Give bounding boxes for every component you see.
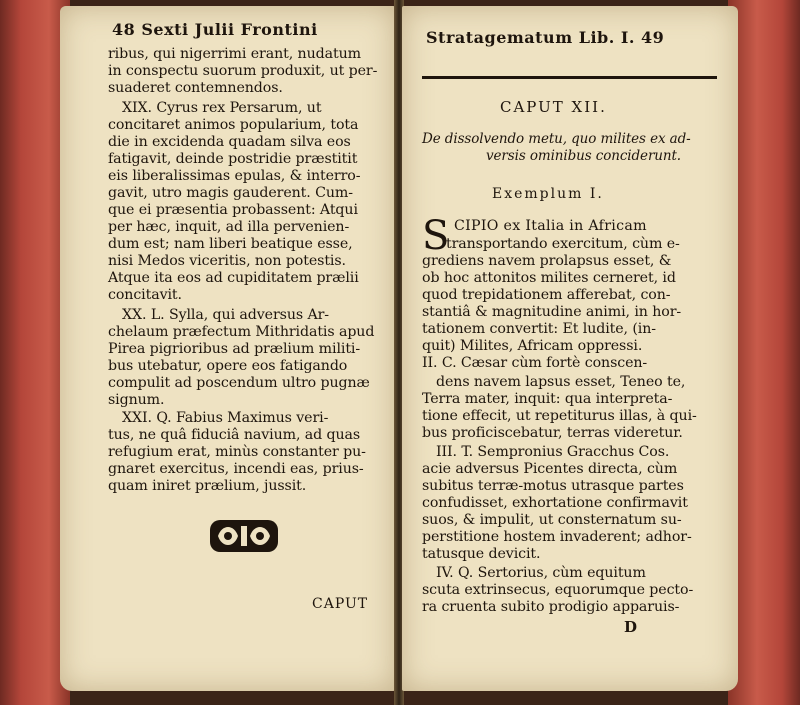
text-line: quit) Milites, Africam oppressi. (422, 338, 643, 354)
text-line: tationem convertit: Et ludite, (in- (422, 321, 656, 337)
catchword: CAPUT (312, 596, 369, 612)
text-line: stantiâ & magnitudine animi, in hor- (422, 304, 682, 320)
text-line: grediens navem prolapsus esset, & (422, 253, 672, 269)
chapter-subtitle-line: De dissolvendo metu, quo milites ex ad- (422, 131, 691, 147)
text-line: nisi Medos viceritis, non potestis. (108, 253, 346, 269)
text-line: subitus terræ-motus utrasque partes (422, 478, 684, 494)
chapter-heading: CAPUT XII. (500, 98, 607, 116)
text-line: Terra mater, inquit: qua interpreta- (422, 391, 673, 407)
text-line: fatigavit, deinde postridie præstitit (108, 151, 358, 167)
text-line: quam iniret prælium, jussit. (108, 478, 307, 494)
text-line: dum est; nam liberi beatique esse, (108, 236, 353, 252)
text-line: suos, & impulit, ut consternatum su- (422, 512, 682, 528)
text-line: gavit, utro magis gauderent. Cum- (108, 185, 353, 201)
text-line: die in excidenda quadam silva eos (108, 134, 351, 150)
text-line: III. T. Sempronius Gracchus Cos. (436, 444, 670, 460)
text-line: que ei præsentia probassent: Atqui (108, 202, 358, 218)
text-line: per hæc, inquit, ad illa pervenien- (108, 219, 350, 235)
text-line: Pirea pigrioribus ad prælium militi- (108, 341, 361, 357)
text-line: XX. L. Sylla, qui adversus Ar- (122, 307, 329, 323)
text-line: compulit ad poscendum ultro pugnæ (108, 375, 370, 391)
left-running-header: 48 Sexti Julii Frontini (112, 20, 318, 39)
text-line: tatusque devicit. (422, 546, 541, 562)
text-line: concitaret animos popularium, tota (108, 117, 359, 133)
signature-mark: D (624, 618, 637, 636)
text-line: concitavit. (108, 287, 182, 303)
text-line: quod trepidationem afferebat, con- (422, 287, 671, 303)
printers-ornament-icon (208, 518, 280, 554)
text-line: transportando exercitum, cùm e- (446, 236, 680, 252)
text-line: dens navem lapsus esset, Teneo te, (436, 374, 686, 390)
text-line: scuta extrinsecus, equorumque pecto- (422, 582, 694, 598)
header-rule (422, 76, 717, 79)
text-line: gnaret exercitus, incendi eas, prius- (108, 461, 364, 477)
right-page (402, 6, 738, 691)
text-line: signum. (108, 392, 165, 408)
text-line: tus, ne quâ fiduciâ navium, ad quas (108, 427, 361, 443)
text-line: IV. Q. Sertorius, cùm equitum (436, 565, 646, 581)
text-line: in conspectu suorum produxit, ut per- (108, 63, 378, 79)
text-line: bus proficiscebatur, terras videretur. (422, 425, 683, 441)
chapter-subtitle-line: versis ominibus conciderunt. (486, 148, 682, 164)
text-line: confudisset, exhortatione confirmavit (422, 495, 688, 511)
text-line: acie adversus Picentes directa, cùm (422, 461, 678, 477)
right-page-edges (728, 0, 800, 705)
text-line: bus utebatur, opere eos fatigando (108, 358, 348, 374)
text-line: CIPIO ex Italia in Africam (454, 218, 647, 234)
left-page (60, 6, 395, 691)
text-line: eis liberalissimas epulas, & interro- (108, 168, 361, 184)
text-line: XIX. Cyrus rex Persarum, ut (122, 100, 322, 116)
text-line: refugium erat, minùs constanter pu- (108, 444, 366, 460)
text-line: chelaum præfectum Mithridatis apud (108, 324, 375, 340)
text-line: ra cruenta subito prodigio apparuis- (422, 599, 680, 615)
example-heading: Exemplum I. (492, 186, 604, 202)
text-line: ob hoc attonitos milites cerneret, id (422, 270, 676, 286)
right-running-header: Stratagematum Lib. I. 49 (426, 28, 665, 47)
text-line: perstitione hostem invaderent; adhor- (422, 529, 692, 545)
text-line: ribus, qui nigerrimi erant, nudatum (108, 46, 361, 62)
text-line: Atque ita eos ad cupiditatem prælii (108, 270, 359, 286)
drop-cap: S (422, 213, 450, 259)
text-line: II. C. Cæsar cùm fortè conscen- (422, 355, 648, 371)
text-line: tione effecit, ut repetiturus illas, à qui- (422, 408, 697, 424)
text-line: suaderet contemnendos. (108, 80, 283, 96)
text-line: XXI. Q. Fabius Maximus veri- (122, 410, 329, 426)
